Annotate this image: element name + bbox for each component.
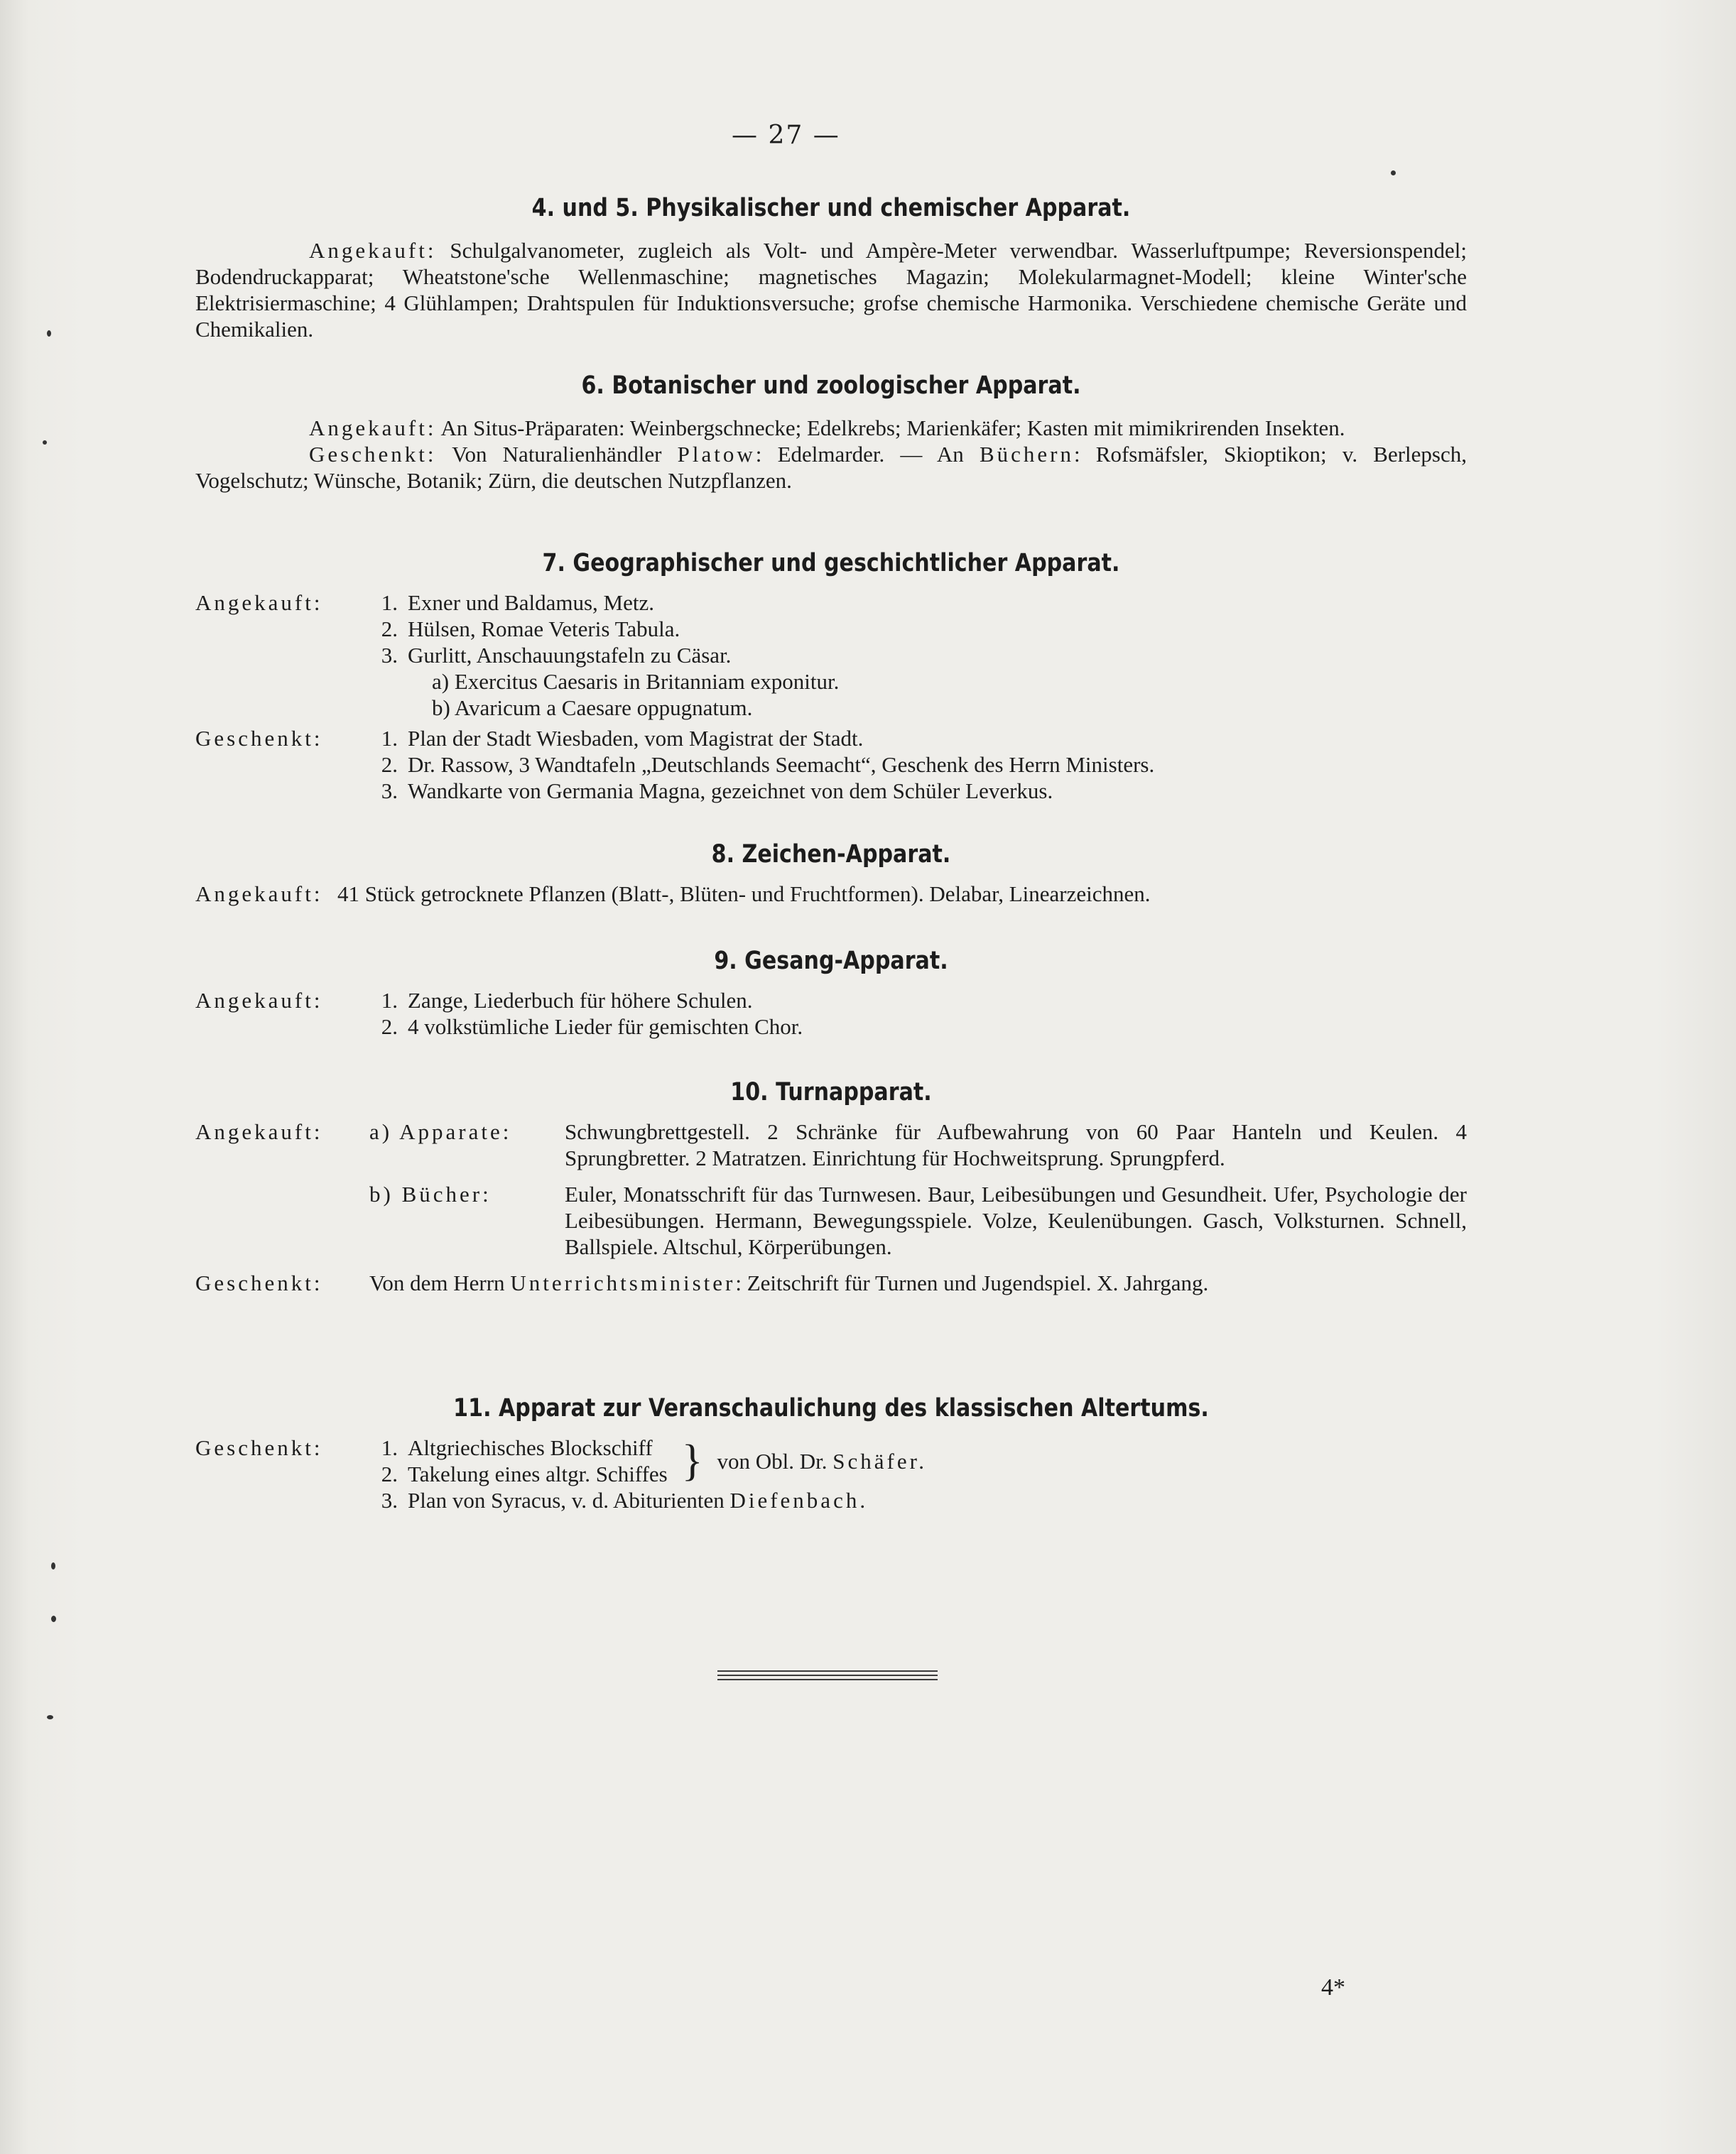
books-label: Büchern — [979, 442, 1074, 467]
section-title: 6. Botanischer und zoologischer Apparat. — [581, 371, 1081, 400]
list-item — [195, 751, 1154, 778]
brace: } — [681, 1437, 703, 1485]
donor-name: Platow — [677, 442, 756, 467]
drawing-list — [195, 881, 1151, 907]
gift-text: Von dem Herrn — [369, 1271, 505, 1295]
list-item — [195, 589, 1154, 616]
purchase-list: An Situs-Präparaten: Weinbergschnecke; Edelkrebs; Marienkäfer; Kasten mit mimikrirenden Insekten. — [440, 415, 1345, 440]
speck — [47, 330, 51, 337]
sub-label: b) Bücher: — [369, 1182, 492, 1207]
item-text: Exner und Baldamus, Metz. — [408, 590, 654, 615]
item-number: 3. — [381, 778, 398, 803]
gift-text: : Zeitschrift für Turnen und Jugendspiel. X. Jahrgang. — [735, 1271, 1209, 1295]
item-number: 3. — [381, 643, 398, 668]
item-text — [369, 1260, 1467, 1296]
list-item — [195, 668, 1154, 695]
label-angekauft: Angekauft: — [309, 415, 437, 440]
list-item — [195, 1013, 803, 1040]
section-drawing — [195, 842, 1467, 907]
section-title: 9. Gesang-Apparat. — [714, 947, 948, 975]
section-title: 8. Zeichen-Apparat. — [711, 840, 951, 869]
item-text: Zange, Liederbuch für höhere Schulen. — [408, 988, 753, 1013]
item-number: 1. — [381, 726, 398, 751]
item-text: Gurlitt, Anschauungstafeln zu Cäsar. — [408, 643, 732, 668]
section-botany — [195, 373, 1467, 494]
item-text: Dr. Rassow, 3 Wandtafeln „Deutschlands Seemacht“, Geschenk des Herrn Ministers. — [408, 752, 1155, 777]
item-text: Takelung eines altgr. Schiffes — [408, 1462, 668, 1486]
section-text — [195, 441, 1467, 494]
item-number: 2. — [381, 1462, 398, 1486]
geography-list — [195, 589, 1154, 804]
section-title: 10. Turnapparat. — [730, 1078, 932, 1106]
list-item — [195, 1260, 1467, 1296]
item-number: 3. — [381, 1488, 398, 1513]
list-item — [195, 721, 1154, 751]
list-item — [195, 695, 1154, 721]
list-item — [195, 1119, 1467, 1171]
item-text: 4 volkstümliche Lieder für gemischten Chor. — [408, 1014, 803, 1039]
sub-item: b) Avaricum a Caesare oppugnatum. — [432, 695, 753, 720]
label-geschenkt: Geschenkt: — [195, 1271, 323, 1295]
label-geschenkt: Geschenkt: — [309, 442, 437, 467]
list-item — [195, 987, 803, 1013]
section-geography — [195, 550, 1467, 804]
singing-list — [195, 987, 803, 1040]
speck — [1391, 170, 1396, 175]
item-text: Schwungbrettgestell. 2 Schränke für Aufbewahrung von 60 Paar Hanteln und Keulen. 4 Sprungbretter. 2 Matratzen. Einrichtung für Hochweitsprung. Sprungpferd. — [565, 1119, 1467, 1170]
donor-name: Unterrichtsminister — [510, 1271, 736, 1295]
item-text: Altgriechisches Blockschiff — [408, 1435, 653, 1460]
speck — [51, 1616, 56, 1622]
item-number: 2. — [381, 1014, 398, 1039]
section-title: 7. Geographischer und geschichtlicher Apparat. — [542, 549, 1120, 577]
item-number: 1. — [381, 590, 398, 615]
speck — [47, 1715, 53, 1719]
list-item — [195, 616, 1154, 642]
purchase-list: Schulgalvanometer, zugleich als Volt- und Ampère-Meter verwendbar. Wasserluftpumpe; Reversionspendel; Bodendruckapparat; Wheatstone'sche Wellenmaschine; magnetisches Magazin; Molekularmagnet-Modell; kleine Winter'sche Elektrisiermaschine; 4 Glühlampen; Drahtspulen für Induktionsversuche; grofse chemische Harmonika. Verschiedene chemische Geräte und Chemikalien. — [195, 238, 1468, 342]
item-text: 41 Stück getrocknete Pflanzen (Blatt-, Blüten- und Fruchtformen). Delabar, Linearzeichnen. — [337, 881, 1151, 906]
signature-mark: 4* — [1321, 1974, 1345, 2001]
gymnastics-list — [195, 1119, 1467, 1296]
gift-text: : Edelmarder. — An — [755, 442, 964, 467]
list-item — [195, 1171, 1467, 1260]
list-item — [195, 778, 1154, 804]
item-text: Hülsen, Romae Veteris Tabula. — [408, 616, 680, 641]
end-rule — [717, 1670, 938, 1672]
list-item — [195, 881, 1151, 907]
item-text: Wandkarte von Germania Magna, gezeichnet von dem Schüler Leverkus. — [408, 778, 1053, 803]
section-physics — [195, 195, 1467, 342]
section-text — [195, 237, 1467, 342]
list-item — [195, 1487, 927, 1513]
label-angekauft: Angekauft: — [195, 1119, 323, 1144]
label-angekauft: Angekauft: — [195, 881, 323, 906]
donor-name: Schäfer. — [832, 1448, 927, 1474]
section-title: 4. und 5. Physikalischer und chemischer Apparat. — [531, 194, 1131, 222]
sub-item: a) Exercitus Caesaris in Britanniam exponitur. — [432, 669, 840, 694]
donor-prefix: von Obl. Dr. — [717, 1448, 828, 1474]
label-angekauft: Angekauft: — [195, 988, 323, 1013]
sub-label: a) Apparate: — [369, 1119, 512, 1144]
gift-text: Von Naturalienhändler — [452, 442, 662, 467]
section-singing — [195, 948, 1467, 1040]
item-number: 2. — [381, 752, 398, 777]
item-text — [408, 1487, 927, 1513]
gift-text: : Rofsmäfsler, Skioptikon; v. Berlepsch, Vogelschutz; Wünsche, Botanik; Zürn, die deutschen Nutzpflanzen. — [195, 442, 1467, 493]
item-number: 2. — [381, 616, 398, 641]
page-number: — 27 — — [732, 121, 840, 150]
item-number: 1. — [381, 1435, 398, 1460]
donor — [702, 1435, 926, 1487]
list-item — [195, 1435, 927, 1461]
section-antiquity — [195, 1396, 1467, 1513]
label-angekauft: Angekauft: — [309, 238, 437, 263]
label-angekauft: Angekauft: — [195, 590, 323, 615]
item-text: Euler, Monatsschrift für das Turnwesen. Baur, Leibesübungen und Gesundheit. Ufer, Psychologie der Leibesübungen. Hermann, Bewegungsspiele. Volze, Keulenübungen. Gasch, Volksturnen. Schnell, Ballspiele. Altschul, Körperübungen. — [565, 1182, 1467, 1259]
item-number: 1. — [381, 988, 398, 1013]
speck — [51, 1562, 55, 1570]
item-text: Plan der Stadt Wiesbaden, vom Magistrat der Stadt. — [408, 726, 864, 751]
section-title: 11. Apparat zur Veranschaulichung des klassischen Altertums. — [453, 1394, 1209, 1423]
item-text-main: Plan von Syracus, v. d. Abiturienten — [408, 1488, 725, 1513]
student-name: Diefenbach. — [729, 1488, 869, 1513]
section-text — [195, 415, 1467, 441]
antiquity-list — [195, 1435, 927, 1513]
label-geschenkt: Geschenkt: — [195, 1435, 323, 1460]
section-gymnastics — [195, 1079, 1467, 1296]
list-item — [195, 642, 1154, 668]
end-rule — [717, 1675, 938, 1676]
end-rule — [717, 1679, 938, 1680]
label-geschenkt: Geschenkt: — [195, 726, 323, 751]
speck — [43, 440, 47, 445]
